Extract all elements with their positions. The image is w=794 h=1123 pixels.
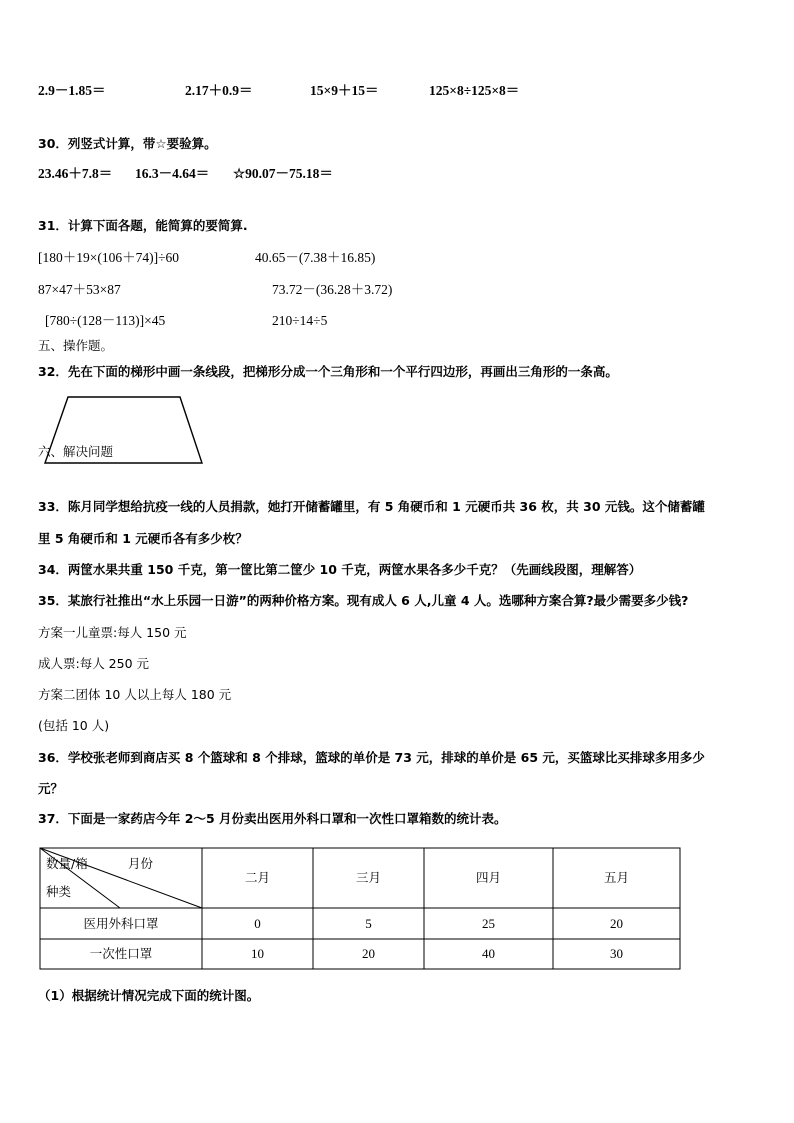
table-cell: 20 [362,946,375,961]
table-cell: 10 [251,946,264,961]
table-row-1-label: 医用外科口罩 [83,916,159,931]
table-header-may: 五月 [603,870,629,885]
q36-line-2: 元？ [38,781,64,796]
q33-line-2: 里 5 角硬币和 1 元硬币各有多少枚？ [38,531,248,546]
table-cell: 5 [365,916,372,931]
q31-left-1: [180＋19×(106＋74)]÷60 [38,250,180,265]
table-cell: 20 [610,916,623,931]
q31-right-1: 40.65－(7.38＋16.85) [255,250,376,265]
q35-line-3: 成人票:每人 250 元 [38,656,150,671]
table-cell: 30 [610,946,623,961]
table-cell: 0 [254,916,261,931]
q31-left-2: 87×47＋53×87 [38,282,121,297]
q34-text: 34．两筐水果共重 150 千克，第一筐比第二筐少 10 千克，两筐水果各多少千克？（先画线段图，理解答） [38,562,642,577]
table-cell: 40 [482,946,495,961]
q33-line-1: 33．陈月同学想给抗疫一线的人员捐款，她打开储蓄罐里，有 5 角硬币和 1 元硬币共 36 枚，共 30 元钱。这个储蓄罐 [38,499,705,514]
table-cell: 25 [482,916,495,931]
q35-line-5: (包括 10 人) [38,718,110,733]
table-header-apr: 四月 [475,870,501,885]
q29-item-3: 15×9＋15＝ [310,83,379,98]
q29-item-4: 125×8÷125×8＝ [429,83,520,98]
table-header-mar: 三月 [355,870,381,885]
q30-heading: 30．列竖式计算，带☆要验算。 [38,136,217,151]
q29-item-1: 2.9－1.85＝ [38,83,106,98]
section-5-heading: 五、操作题。 [38,338,114,353]
q30-item-3: ☆90.07－75.18＝ [233,166,333,181]
table-corner-month: 月份 [128,856,154,871]
q30-item-1: 23.46＋7.8＝ [38,166,113,181]
q37-heading: 37．下面是一家药店今年 2～5 月份卖出医用外科口罩和一次性口罩箱数的统计表。 [38,811,507,826]
table-row-2-label: 一次性口罩 [89,946,153,961]
table-corner-category: 种类 [46,884,72,899]
q31-right-3: 210÷14÷5 [272,313,328,328]
table-header-feb: 二月 [244,870,270,885]
q35-line-1: 35．某旅行社推出“水上乐园一日游”的两种价格方案。现有成人 6 人,儿童 4 人。选哪种方案合算?最少需要多少钱? [38,593,689,608]
q35-line-2: 方案一儿童票:每人 150 元 [38,625,187,640]
q31-right-2: 73.72－(36.28＋3.72) [272,282,393,297]
q31-heading: 31．计算下面各题，能简算的要简算. [38,218,248,233]
q30-item-2: 16.3－4.64＝ [135,166,210,181]
q31-left-3: [780÷(128－113)]×45 [45,313,166,328]
section-6-heading: 六、解决问题 [38,444,114,459]
q35-line-4: 方案二团体 10 人以上每人 180 元 [38,687,232,702]
q29-item-2: 2.17＋0.9＝ [185,83,253,98]
q37-sub-1: （1）根据统计情况完成下面的统计图。 [38,988,260,1003]
q32-text: 32．先在下面的梯形中画一条线段，把梯形分成一个三角形和一个平行四边形，再画出三角形的一条高。 [38,364,618,379]
q36-line-1: 36．学校张老师到商店买 8 个篮球和 8 个排球，篮球的单价是 73 元，排球的单价是 65 元，买篮球比买排球多用多少 [38,750,705,765]
table-corner-quantity: 数量/箱 [46,856,88,871]
